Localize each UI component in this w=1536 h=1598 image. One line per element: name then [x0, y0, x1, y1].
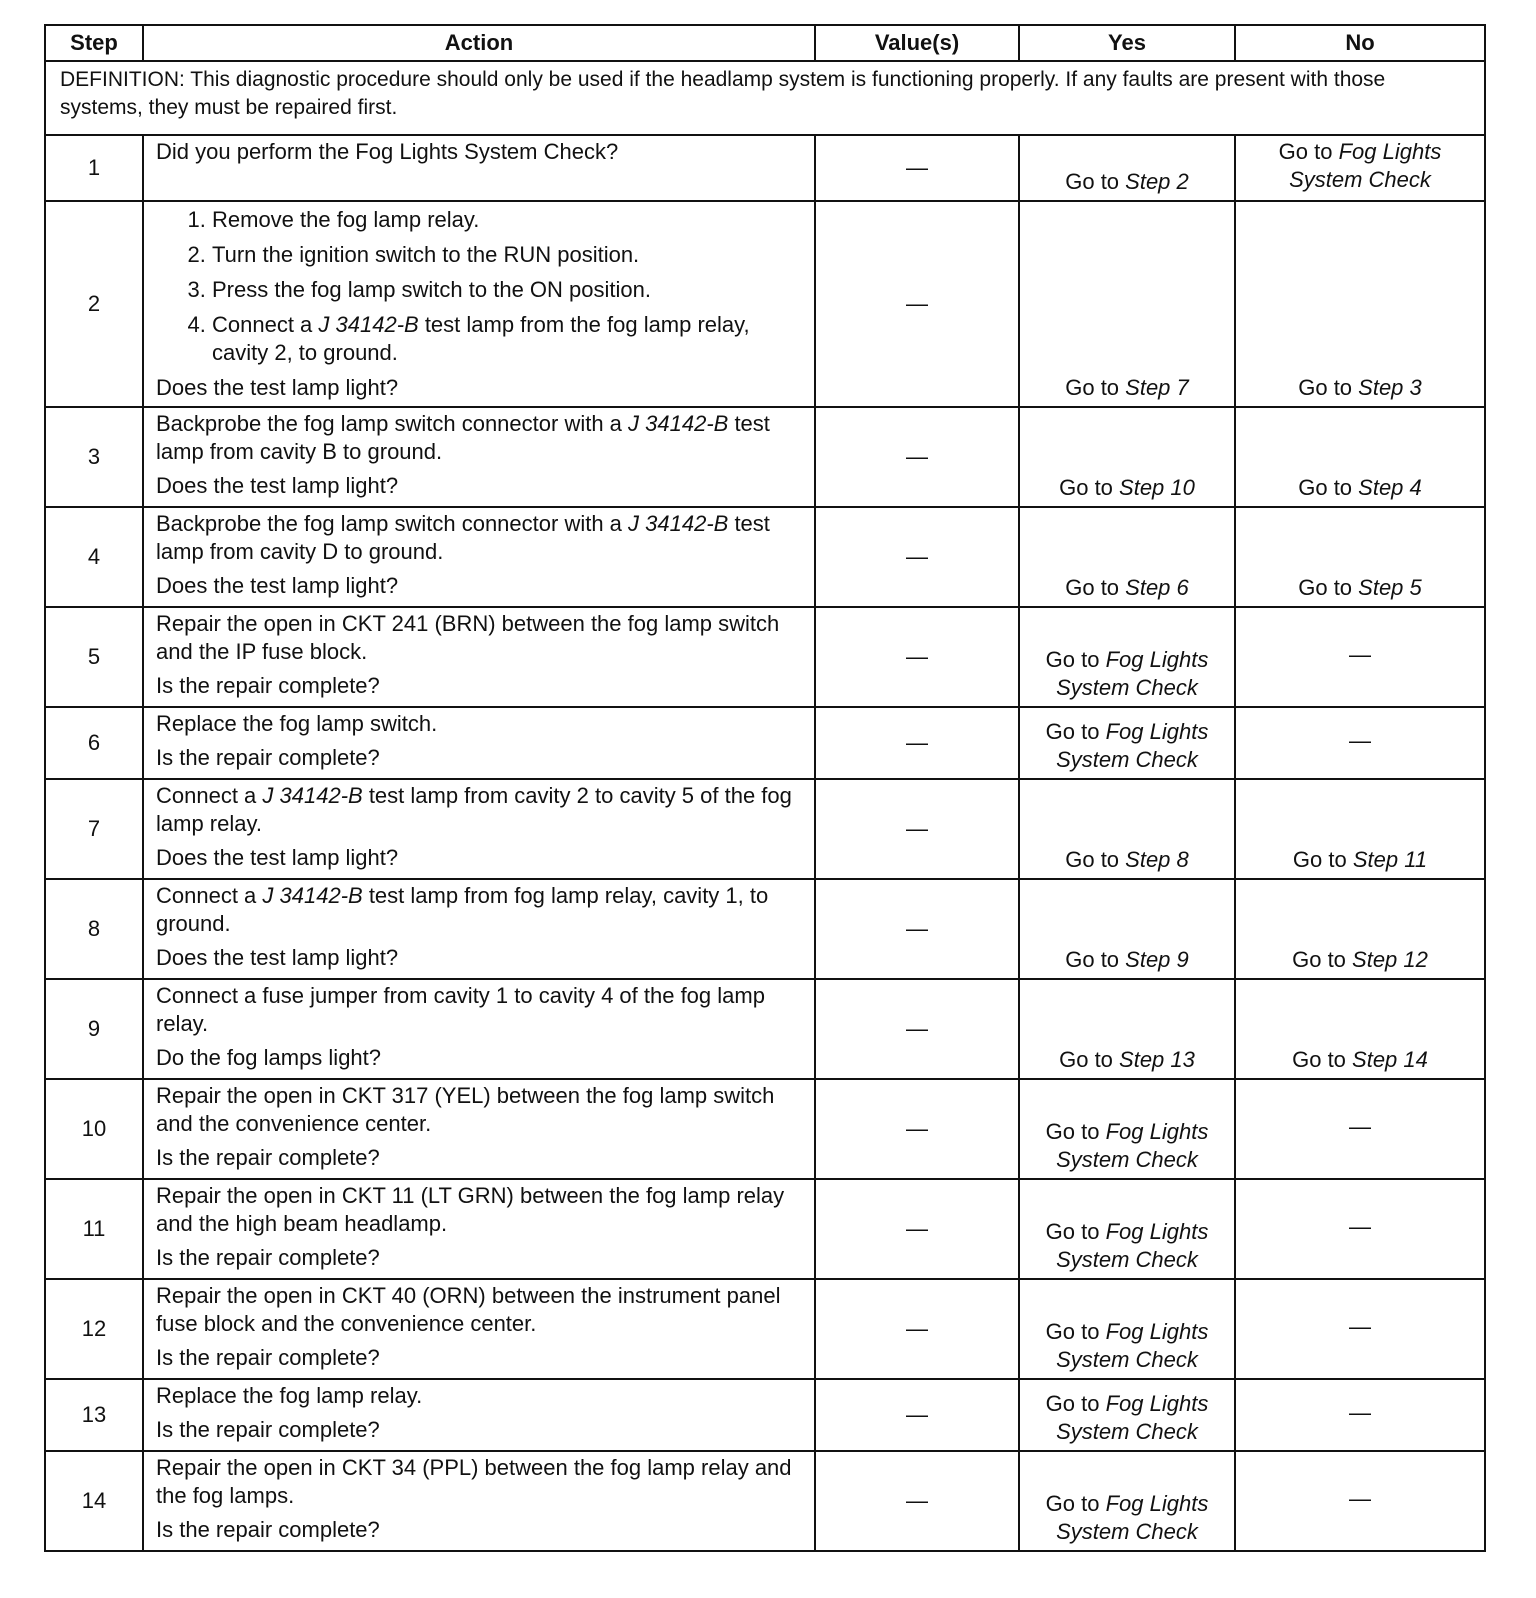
action-cell — [143, 1079, 815, 1179]
go-to-prefix: Go to — [1045, 719, 1106, 744]
header-step: Step — [45, 25, 143, 61]
tool-reference: J 34142-B — [628, 511, 729, 536]
diagnostic-table-page — [44, 24, 1484, 1552]
table-row — [45, 1279, 1485, 1379]
action-question: Is the repair complete? — [156, 1417, 380, 1442]
no-cell: — — [1235, 707, 1485, 779]
yes-cell[interactable] — [1019, 1379, 1235, 1451]
value-cell: — — [815, 1279, 1019, 1379]
value-cell: — — [815, 607, 1019, 707]
go-to-prefix: Go to — [1045, 647, 1106, 672]
step-number: 1 — [45, 135, 143, 201]
action-cell — [143, 1451, 815, 1551]
step-number: 9 — [45, 979, 143, 1079]
value-cell: — — [815, 879, 1019, 979]
go-to-prefix: Go to — [1278, 139, 1339, 164]
no-cell[interactable] — [1235, 201, 1485, 407]
yes-step-link[interactable]: Fog Lights System Check — [1056, 1319, 1209, 1372]
yes-cell[interactable] — [1019, 507, 1235, 607]
no-cell[interactable] — [1235, 507, 1485, 607]
yes-step-link[interactable]: Step 8 — [1125, 847, 1189, 872]
go-to-prefix: Go to — [1298, 575, 1359, 600]
no-cell: — — [1235, 1379, 1485, 1451]
action-cell — [143, 407, 815, 507]
value-cell: — — [815, 407, 1019, 507]
yes-cell[interactable] — [1019, 135, 1235, 201]
yes-cell[interactable] — [1019, 1451, 1235, 1551]
no-step-link[interactable]: Fog Lights System Check — [1289, 139, 1442, 192]
yes-step-link[interactable]: Step 2 — [1125, 169, 1189, 194]
tool-reference: J 34142-B — [262, 883, 363, 908]
action-question: Does the test lamp light? — [156, 845, 399, 870]
action-text-part: test lamp from cavity D to ground. — [156, 511, 770, 564]
go-to-prefix: Go to — [1065, 847, 1126, 872]
action-text: Connect a fuse jumper from cavity 1 to cavity 4 of the fog lamp relay. — [156, 983, 765, 1036]
action-text: Did you perform the Fog Lights System Check? — [156, 139, 619, 164]
no-cell: — — [1235, 1279, 1485, 1379]
action-text: Repair the open in CKT 40 (ORN) between the instrument panel fuse block and the convenience center. — [156, 1283, 781, 1336]
go-to-prefix: Go to — [1045, 1491, 1106, 1516]
yes-step-link[interactable]: Fog Lights System Check — [1056, 1219, 1209, 1272]
procedure-step — [212, 311, 804, 367]
yes-cell[interactable] — [1019, 407, 1235, 507]
action-question: Is the repair complete? — [156, 673, 380, 698]
header-action: Action — [143, 25, 815, 61]
definition-row — [45, 61, 1485, 135]
no-step-link[interactable]: Step 4 — [1358, 475, 1422, 500]
step-number: 12 — [45, 1279, 143, 1379]
action-cell — [143, 1179, 815, 1279]
diagnostic-table — [44, 24, 1486, 1552]
no-step-link[interactable]: Step 14 — [1352, 1047, 1428, 1072]
step-number: 14 — [45, 1451, 143, 1551]
go-to-prefix: Go to — [1059, 1047, 1120, 1072]
procedure-list — [156, 206, 804, 367]
action-text: Repair the open in CKT 11 (LT GRN) between the fog lamp relay and the high beam headlamp. — [156, 1183, 785, 1236]
action-cell — [143, 979, 815, 1079]
yes-step-link[interactable]: Fog Lights System Check — [1056, 1119, 1209, 1172]
value-cell: — — [815, 1079, 1019, 1179]
step-number: 11 — [45, 1179, 143, 1279]
step-number: 5 — [45, 607, 143, 707]
no-cell: — — [1235, 1451, 1485, 1551]
no-cell[interactable] — [1235, 779, 1485, 879]
tool-reference: J 34142-B — [628, 411, 729, 436]
go-to-prefix: Go to — [1292, 947, 1353, 972]
value-cell: — — [815, 779, 1019, 879]
action-cell — [143, 135, 815, 201]
step-number: 6 — [45, 707, 143, 779]
go-to-prefix: Go to — [1045, 1219, 1106, 1244]
yes-step-link[interactable]: Step 10 — [1119, 475, 1195, 500]
yes-cell[interactable] — [1019, 707, 1235, 779]
action-cell — [143, 607, 815, 707]
action-text — [156, 510, 804, 566]
go-to-prefix: Go to — [1065, 947, 1126, 972]
action-text-part: test lamp from cavity 2 to cavity 5 of the fog lamp relay. — [156, 783, 792, 836]
action-cell — [143, 507, 815, 607]
action-cell — [143, 1279, 815, 1379]
go-to-prefix: Go to — [1065, 169, 1126, 194]
go-to-prefix: Go to — [1045, 1319, 1106, 1344]
no-cell[interactable] — [1235, 879, 1485, 979]
action-text-part: Backprobe the fog lamp switch connector with a — [156, 511, 629, 536]
action-text — [156, 882, 804, 938]
action-text-part: Connect a — [156, 883, 263, 908]
value-cell: — — [815, 201, 1019, 407]
yes-step-link[interactable]: Fog Lights System Check — [1056, 719, 1209, 772]
procedure-step: 1. Remove the fog lamp relay. — [212, 206, 804, 234]
action-question: Is the repair complete? — [156, 1517, 380, 1542]
table-row — [45, 879, 1485, 979]
procedure-text: test lamp from the fog lamp relay, cavity 2, to ground. — [212, 312, 750, 365]
step-number: 10 — [45, 1079, 143, 1179]
action-text: Replace the fog lamp switch. — [156, 711, 438, 736]
action-cell — [143, 201, 815, 407]
value-cell: — — [815, 1379, 1019, 1451]
no-cell[interactable] — [1235, 407, 1485, 507]
step-number: 3 — [45, 407, 143, 507]
action-cell — [143, 779, 815, 879]
action-cell — [143, 707, 815, 779]
yes-step-link[interactable]: Step 9 — [1125, 947, 1189, 972]
table-row — [45, 1079, 1485, 1179]
action-question: Is the repair complete? — [156, 1345, 380, 1370]
yes-step-link[interactable]: Step 6 — [1125, 575, 1189, 600]
table-row — [45, 1451, 1485, 1551]
action-text-part: Backprobe the fog lamp switch connector with a — [156, 411, 629, 436]
no-cell: — — [1235, 1179, 1485, 1279]
no-step-link[interactable]: Step 3 — [1358, 375, 1422, 400]
no-cell: — — [1235, 1079, 1485, 1179]
table-row — [45, 779, 1485, 879]
header-yes: Yes — [1019, 25, 1235, 61]
header-row — [45, 25, 1485, 61]
procedure-step: 3. Press the fog lamp switch to the ON position. — [212, 276, 804, 304]
no-step-link[interactable]: Step 5 — [1358, 575, 1422, 600]
yes-step-link[interactable]: Fog Lights System Check — [1056, 1391, 1209, 1444]
action-question: Is the repair complete? — [156, 1145, 380, 1170]
action-question: Does the test lamp light? — [156, 473, 399, 498]
yes-step-link[interactable]: Fog Lights System Check — [1056, 647, 1209, 700]
step-number: 8 — [45, 879, 143, 979]
action-text: Repair the open in CKT 34 (PPL) between the fog lamp relay and the fog lamps. — [156, 1455, 792, 1508]
value-cell: — — [815, 707, 1019, 779]
yes-cell[interactable] — [1019, 779, 1235, 879]
yes-step-link[interactable]: Step 7 — [1125, 375, 1189, 400]
header-no: No — [1235, 25, 1485, 61]
action-text: Replace the fog lamp relay. — [156, 1383, 423, 1408]
yes-cell[interactable] — [1019, 201, 1235, 407]
action-text-part: test lamp from fog lamp relay, cavity 1, to ground. — [156, 883, 769, 936]
go-to-prefix: Go to — [1059, 475, 1120, 500]
tool-reference: J 34142-B — [262, 783, 363, 808]
go-to-prefix: Go to — [1292, 1047, 1353, 1072]
tool-reference: J 34142-B — [318, 312, 419, 337]
go-to-prefix: Go to — [1298, 375, 1359, 400]
yes-step-link[interactable]: Step 13 — [1119, 1047, 1195, 1072]
step-number: 2 — [45, 201, 143, 407]
go-to-prefix: Go to — [1292, 847, 1353, 872]
action-question: Do the fog lamps light? — [156, 1045, 382, 1070]
no-cell[interactable] — [1235, 135, 1485, 201]
step-number: 13 — [45, 1379, 143, 1451]
yes-cell[interactable] — [1019, 1179, 1235, 1279]
table-row — [45, 607, 1485, 707]
action-text — [156, 410, 804, 466]
yes-cell[interactable] — [1019, 879, 1235, 979]
table-row — [45, 507, 1485, 607]
action-question: Does the test lamp light? — [156, 375, 399, 400]
no-step-link[interactable]: Step 11 — [1352, 847, 1428, 872]
yes-step-link[interactable]: Fog Lights System Check — [1056, 1491, 1209, 1544]
action-question: Does the test lamp light? — [156, 573, 399, 598]
value-cell: — — [815, 1179, 1019, 1279]
go-to-prefix: Go to — [1045, 1119, 1106, 1144]
go-to-prefix: Go to — [1045, 1391, 1106, 1416]
value-cell: — — [815, 979, 1019, 1079]
definition-text: DEFINITION: This diagnostic procedure should only be used if the headlamp system is functioning properly. If any faults are present with those systems, they must be repaired first. — [45, 61, 1485, 135]
yes-cell[interactable] — [1019, 1279, 1235, 1379]
action-question: Is the repair complete? — [156, 1245, 380, 1270]
procedure-text: Connect a — [212, 312, 319, 337]
table-row — [45, 707, 1485, 779]
no-step-link[interactable]: Step 12 — [1352, 947, 1428, 972]
action-cell — [143, 879, 815, 979]
no-cell: — — [1235, 607, 1485, 707]
no-cell[interactable] — [1235, 979, 1485, 1079]
procedure-step: 2. Turn the ignition switch to the RUN position. — [212, 241, 804, 269]
value-cell: — — [815, 1451, 1019, 1551]
yes-cell[interactable] — [1019, 979, 1235, 1079]
action-question: Is the repair complete? — [156, 745, 380, 770]
action-cell — [143, 1379, 815, 1451]
step-number: 4 — [45, 507, 143, 607]
value-cell: — — [815, 135, 1019, 201]
action-text — [156, 782, 804, 838]
table-row — [45, 979, 1485, 1079]
table-row — [45, 201, 1485, 407]
header-values: Value(s) — [815, 25, 1019, 61]
table-row — [45, 1179, 1485, 1279]
action-text: Repair the open in CKT 241 (BRN) between the fog lamp switch and the IP fuse block. — [156, 611, 780, 664]
table-row — [45, 135, 1485, 201]
go-to-prefix: Go to — [1298, 475, 1359, 500]
go-to-prefix: Go to — [1065, 575, 1126, 600]
go-to-prefix: Go to — [1065, 375, 1126, 400]
table-row — [45, 1379, 1485, 1451]
yes-cell[interactable] — [1019, 607, 1235, 707]
step-number: 7 — [45, 779, 143, 879]
action-text-part: test lamp from cavity B to ground. — [156, 411, 770, 464]
action-question: Does the test lamp light? — [156, 945, 399, 970]
action-text: Repair the open in CKT 317 (YEL) between the fog lamp switch and the convenience center. — [156, 1083, 775, 1136]
table-row — [45, 407, 1485, 507]
yes-cell[interactable] — [1019, 1079, 1235, 1179]
value-cell: — — [815, 507, 1019, 607]
action-text-part: Connect a — [156, 783, 263, 808]
